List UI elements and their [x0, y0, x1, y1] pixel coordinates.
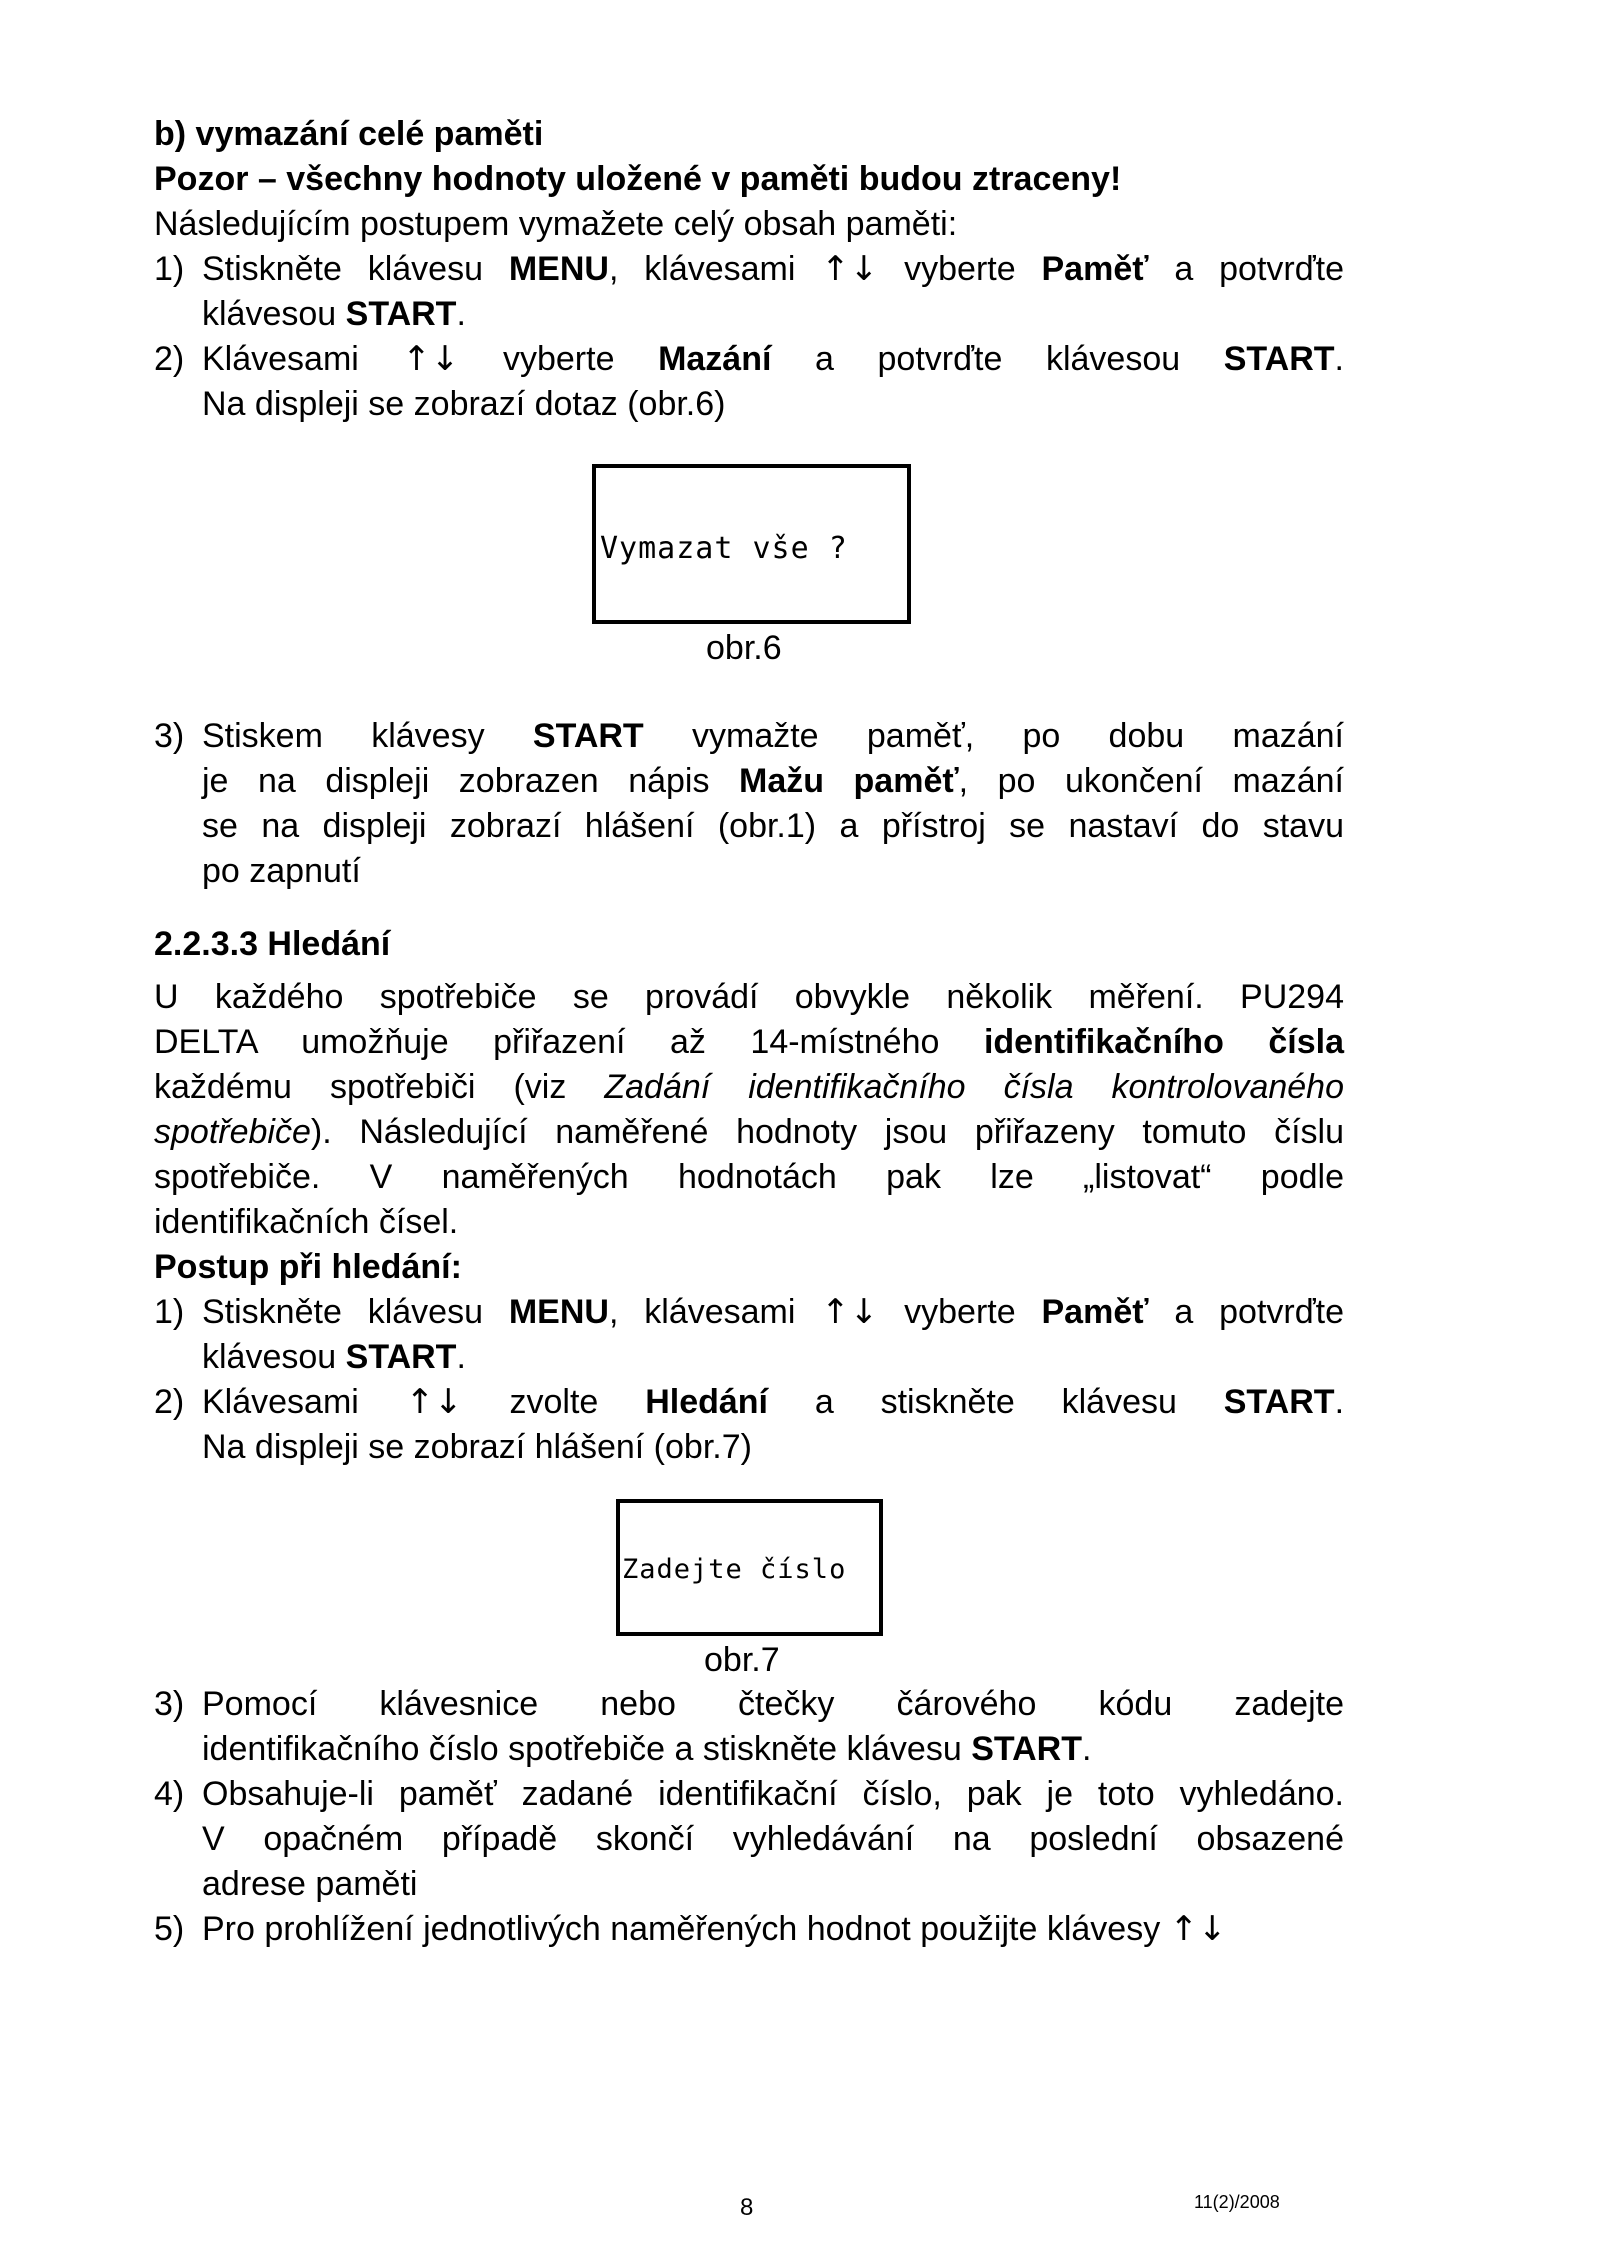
up-down-arrows-icon: ↑↓ [405, 1382, 463, 1422]
list-item: 2) Klávesami ↑↓ vyberte Mazání a potvrďte klávesou START. Na displeji se zobrazí dotaz (obr.6) [154, 339, 1344, 423]
erase-step-3 [154, 714, 1344, 894]
procedure-heading: Postup při hledání: [154, 1248, 462, 1286]
up-down-arrows-icon: ↑↓ [402, 339, 460, 379]
figure-caption: obr.6 [706, 629, 782, 667]
up-down-arrows-icon: ↑↓ [821, 1292, 879, 1332]
section-heading: b) vymazání celé paměti [154, 115, 544, 153]
list-item: 1) Stiskněte klávesu MENU, klávesami ↑↓ vyberte Paměť a potvrďte klávesou START. [154, 1292, 1344, 1376]
lcd-text: Zadejte číslo [622, 1554, 847, 1585]
intro-text: Následujícím postupem vymažete celý obsah paměti: [154, 205, 958, 243]
lcd-display-fig7 [616, 1499, 883, 1636]
list-item: 2) Klávesami ↑↓ zvolte Hledání a stiskněte klávesu START. Na displeji se zobrazí hlášení (obr.7) [154, 1382, 1345, 1466]
lcd-text: Vymazat vše ? [600, 531, 848, 566]
warning-text: Pozor – všechny hodnoty uložené v paměti budou ztraceny! [154, 160, 1122, 198]
list-item: 3) Pomocí klávesnice nebo čtečky čárového kódu zadejte identifikačního číslo spotřebiče a stiskněte klávesu START. [154, 1685, 1344, 1768]
page-number: 8 [740, 2194, 754, 2221]
document-date: 11(2)/2008 [1194, 2192, 1280, 2212]
list-item: 5) Pro prohlížení jednotlivých naměřených hodnot použijte klávesy ↑↓ [154, 1909, 1227, 1949]
up-down-arrows-icon: ↑↓ [821, 249, 879, 289]
lcd-display-fig6 [592, 464, 911, 624]
section-erase-memory [154, 112, 1344, 427]
figure-caption: obr.7 [704, 1641, 780, 1679]
section-search: 2.2.3.3 Hledání U každého spotřebiče se provádí obvykle několik měření. PU294 DELTA umožňuje přiřazení až 14-místného identifikačního čísla každému spotřebiči (viz Zadání identifikačního čísla kontrolovaného spotřebiče). Následující naměřené hodnoty jsou přiřazeny tomuto číslu spotřebiče. V naměřených hodnotách pak lze „listovat“ podle identifikačních čísel. Postup při hledání: 1) Stiskněte klávesu MENU, klávesami ↑↓ vyberte Paměť a potvrďte klávesou START. 2) Klávesami ↑↓ zvolte Hledání a stiskněte klávesu START. Na displeji se zobrazí hlášení (obr.7) [154, 922, 1344, 1470]
list-item: 3) Stiskem klávesy START vymažte paměť, po dobu mazání je na displeji zobrazen nápis Mažu paměť, po ukončení mazání se na displeji zobrazí hlášení (obr.1) a přístroj se nastaví do stavu po zapnutí [154, 717, 1344, 890]
up-down-arrows-icon: ↑↓ [1169, 1909, 1227, 1949]
list-item: 1) Stiskněte klávesu MENU, klávesami ↑↓ vyberte Paměť a potvrďte klávesou START. [154, 249, 1344, 333]
section-heading: 2.2.3.3 Hledání [154, 925, 391, 963]
search-steps [154, 1682, 1344, 1952]
list-item: 4) Obsahuje-li paměť zadané identifikační číslo, pak je toto vyhledáno. V opačném případě skončí vyhledávání na poslední obsazené adrese paměti [154, 1775, 1344, 1903]
